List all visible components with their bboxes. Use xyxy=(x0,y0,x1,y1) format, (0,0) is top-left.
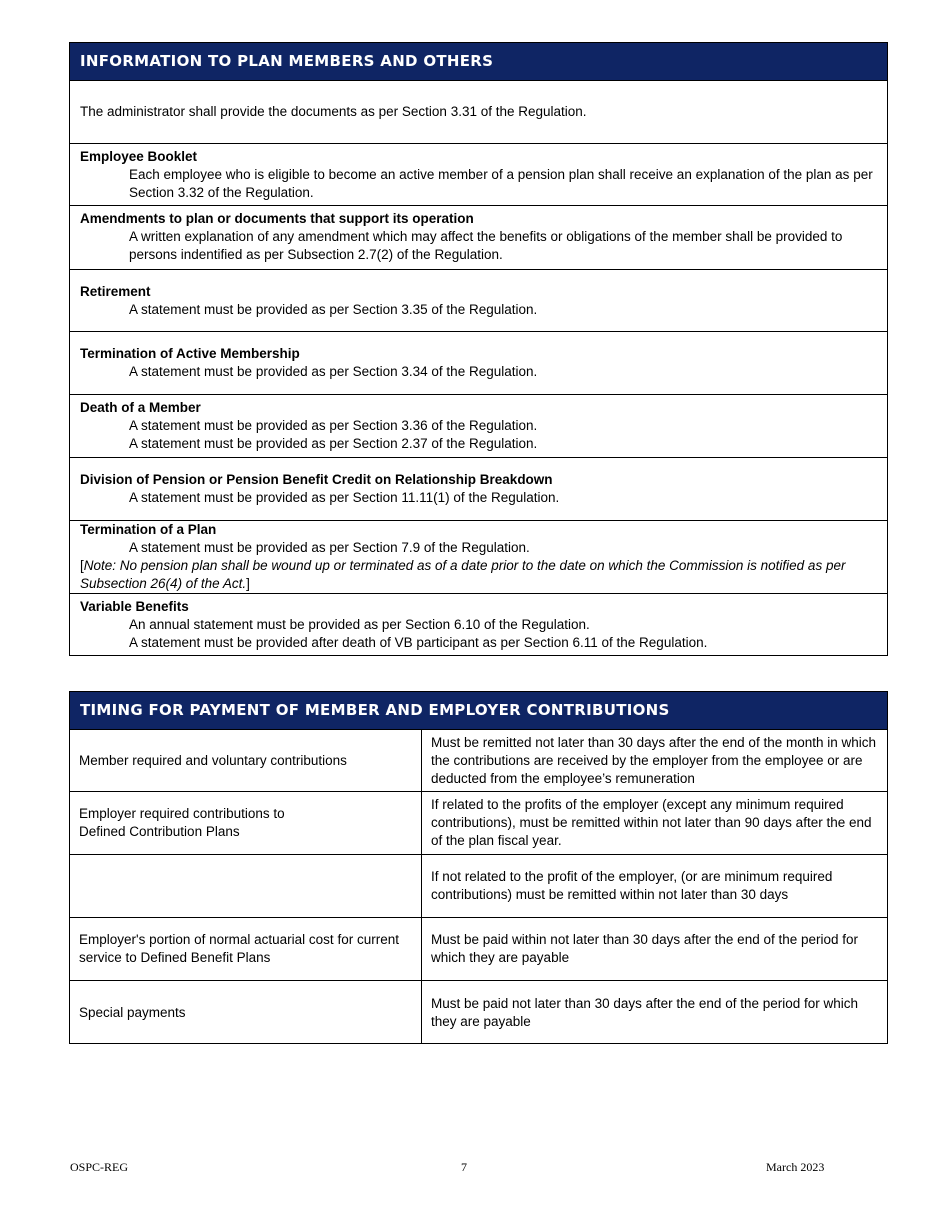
contribution-timing-section xyxy=(69,691,888,1044)
row-value: Must be remitted not later than 30 days after the end of the month in which the contributions are received by the employer from the employee or are deducted from the employee’s remuneration xyxy=(431,734,877,786)
item-text: A statement must be provided as per Section 11.11(1) of the Regulation. xyxy=(129,490,560,505)
item-title: Amendments to plan or documents that support its operation xyxy=(80,211,474,226)
item-title: Termination of a Plan xyxy=(80,522,217,537)
table-row xyxy=(70,730,887,792)
info-item xyxy=(70,270,887,332)
item-title: Employee Booklet xyxy=(80,149,198,164)
item-text: A written explanation of any amendment which may affect the benefits or obligations of the member shall be provided to persons indentified as per Subsection 2.7(2) of the Regulation. xyxy=(129,229,843,262)
item-text: An annual statement must be provided as per Section 6.10 of the Regulation. xyxy=(129,617,590,632)
row-value: If not related to the profit of the employer, (or are minimum required contributions) must be remitted within not later than 30 days xyxy=(431,869,833,902)
intro-text: The administrator shall provide the documents as per Section 3.31 of the Regulation. xyxy=(80,104,587,119)
row-label: Employer required contributions to Defined Contribution Plans xyxy=(70,792,422,854)
row-label: Special payments xyxy=(70,981,422,1044)
item-title: Termination of Active Membership xyxy=(80,346,300,361)
intro-row xyxy=(70,81,887,144)
item-title: Retirement xyxy=(80,284,151,299)
plan-members-info-section xyxy=(69,42,888,656)
table-row xyxy=(70,792,887,855)
item-text: A statement must be provided as per Section 3.36 of the Regulation. xyxy=(129,418,538,433)
item-title: Division of Pension or Pension Benefit Credit on Relationship Breakdown xyxy=(80,472,553,487)
table-row xyxy=(70,981,887,1044)
item-text: Each employee who is eligible to become an active member of a pension plan shall receive an explanation of the plan as per Section 3.32 of the Regulation. xyxy=(129,167,873,200)
info-item xyxy=(70,521,887,594)
row-label: Member required and voluntary contributions xyxy=(70,730,422,791)
info-item xyxy=(70,458,887,521)
row-value: Must be paid not later than 30 days after the end of the period for which they are payable xyxy=(431,995,859,1029)
row-label xyxy=(70,855,422,917)
row-value: Must be paid within not later than 30 days after the end of the period for which they are payable xyxy=(431,932,859,965)
item-title: Variable Benefits xyxy=(80,599,189,614)
item-text: A statement must be provided as per Section 7.9 of the Regulation. xyxy=(129,540,530,555)
item-text: A statement must be provided as per Section 3.34 of the Regulation. xyxy=(129,364,538,379)
table-row xyxy=(70,918,887,981)
item-text: A statement must be provided as per Section 3.35 of the Regulation. xyxy=(129,302,538,317)
info-item xyxy=(70,332,887,395)
footer-date: March 2023 xyxy=(766,1160,825,1174)
section-header: TIMING FOR PAYMENT OF MEMBER AND EMPLOYER CONTRIBUTIONS xyxy=(70,692,887,730)
info-item xyxy=(70,206,887,270)
item-note: [Note: No pension plan shall be wound up or terminated as of a date prior to the date on which the Commission is notified as per Subsection 26(4) of the Act.] xyxy=(80,558,846,591)
section-header: INFORMATION TO PLAN MEMBERS AND OTHERS xyxy=(70,43,887,81)
row-value: If related to the profits of the employer (except any minimum required contributions), must be remitted within not later than 90 days after the end of the plan fiscal year. xyxy=(431,797,872,848)
info-item xyxy=(70,144,887,206)
item-text: A statement must be provided after death of VB participant as per Section 6.11 of the Regulation. xyxy=(129,635,708,650)
info-item xyxy=(70,594,887,657)
info-item xyxy=(70,395,887,458)
item-text: A statement must be provided as per Section 2.37 of the Regulation. xyxy=(129,436,538,451)
footer-doc-code: OSPC-REG xyxy=(70,1160,129,1174)
item-title: Death of a Member xyxy=(80,400,201,415)
footer-page-number: 7 xyxy=(461,1160,467,1174)
row-label: Employer's portion of normal actuarial cost for current service to Defined Benefit Plans xyxy=(70,918,422,980)
table-row xyxy=(70,855,887,918)
